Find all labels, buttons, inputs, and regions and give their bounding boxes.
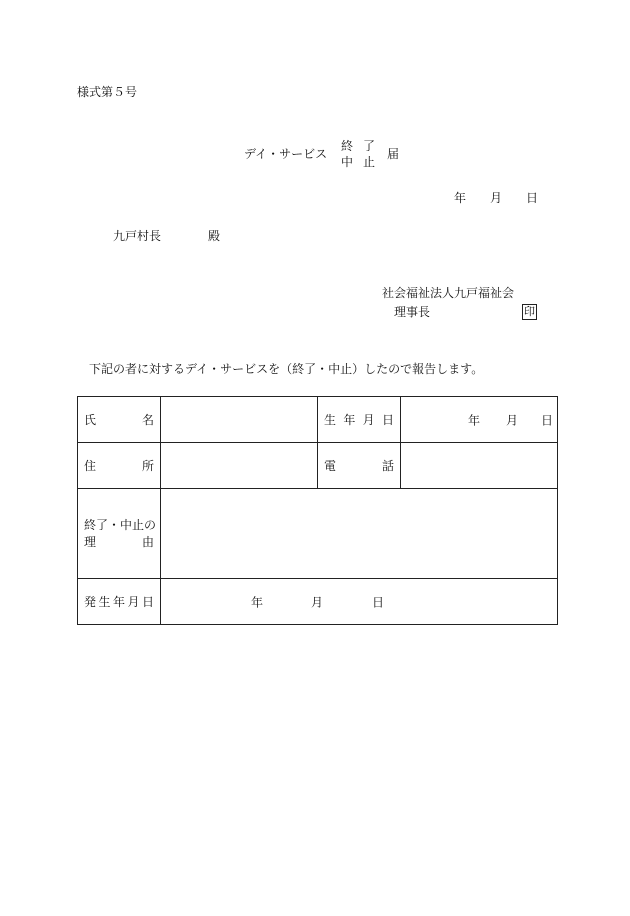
name-label: 氏 名: [78, 397, 161, 443]
sender-title: 理事長: [394, 305, 431, 319]
row-reason: [78, 489, 558, 579]
header-date-year: 年: [454, 191, 467, 205]
report-form-table: [77, 396, 558, 625]
address-field[interactable]: [161, 443, 318, 489]
phone-label: 電 話: [318, 443, 401, 489]
birthdate-label: 生 年 月 日: [318, 397, 401, 443]
addressee-name: 九戸村長: [113, 229, 162, 243]
row-name: [78, 397, 558, 443]
reason-field[interactable]: [161, 489, 558, 579]
address-label: 住 所: [78, 443, 161, 489]
addressee-honorific: 殿: [208, 229, 221, 243]
birthdate-field[interactable]: 年 月 日: [401, 397, 558, 443]
row-address: [78, 443, 558, 489]
form-title-prefix: デイ・サービス: [244, 147, 328, 161]
occurrence-date-field[interactable]: 年 月 日: [161, 579, 558, 625]
phone-field[interactable]: [401, 443, 558, 489]
title-option-lower: 中 止: [341, 155, 375, 169]
report-statement: 下記の者に対するデイ・サービスを（終了・中止）したので報告します。: [89, 362, 484, 376]
title-option-upper: 終 了: [341, 139, 375, 153]
reason-label: 終了・中止の 理 由: [78, 489, 161, 579]
form-title-suffix: 届: [387, 147, 400, 161]
name-field[interactable]: [161, 397, 318, 443]
seal-stamp: 印: [524, 305, 535, 318]
sender-org: 社会福祉法人九戸福祉会: [382, 286, 515, 300]
header-date-month: 月: [490, 191, 503, 205]
header-date-day: 日: [526, 191, 539, 205]
row-occurrence: [78, 579, 558, 625]
form-number: 様式第５号: [77, 85, 138, 99]
occurrence-date-label: 発 生 年 月 日: [78, 579, 161, 625]
